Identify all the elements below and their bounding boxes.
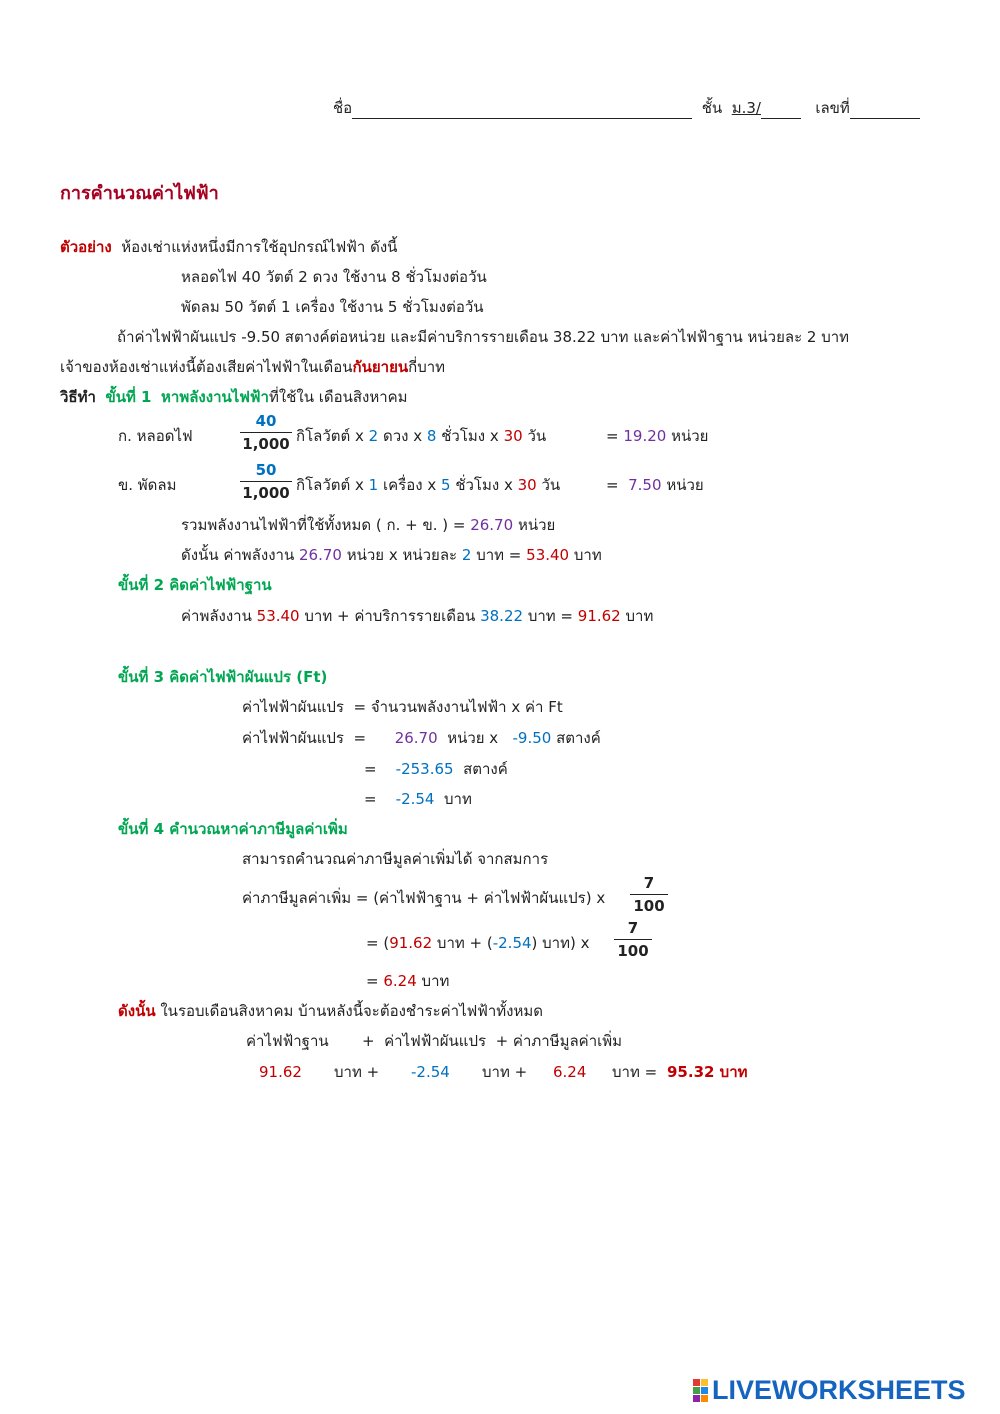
- equals: =: [606, 427, 619, 445]
- s2-pre: ค่าพลังงาน: [181, 607, 252, 625]
- fan-fraction-denominator: 1,000: [242, 484, 290, 502]
- days-unit: วัน: [527, 427, 547, 445]
- s3-result1: [364, 758, 508, 780]
- s4-result: [366, 970, 449, 992]
- energy-cost-value: 53.40: [526, 546, 570, 564]
- baht-text: บาท: [625, 607, 654, 625]
- lamp-unit: ดวง x: [383, 427, 423, 445]
- lamp-fraction-numerator: 40: [255, 412, 277, 430]
- sum-b3: บาท =: [612, 1063, 658, 1081]
- unit-text: หน่วย: [517, 516, 556, 534]
- class-value: ม.3/: [731, 99, 761, 117]
- fan-unit: เครื่อง x: [383, 476, 437, 494]
- sum-headers: ค่าไฟฟ้าฐาน + ค่าไฟฟ้าผันแปร + ค่าภาษีมูลค่าเพิ่ม: [246, 1032, 623, 1050]
- days-unit: วัน: [541, 476, 561, 494]
- lamp-fraction-denominator: 1,000: [242, 435, 290, 453]
- s3-units: 26.70: [394, 729, 438, 747]
- logo-mark-icon: [693, 1379, 708, 1402]
- step1-rest: ที่ใช้ใน เดือนสิงหาคม: [268, 388, 408, 406]
- energy-cost: [181, 544, 602, 566]
- class-label: ชั้น: [701, 99, 723, 117]
- unit-text: หน่วย: [671, 427, 709, 445]
- student-info-line: [333, 97, 920, 119]
- fan-result: [606, 474, 704, 496]
- number-blank[interactable]: [850, 102, 920, 119]
- example-question: [60, 356, 445, 378]
- baht-text: บาท: [573, 546, 602, 564]
- vat-fraction-2: [614, 918, 652, 961]
- example-intro: [60, 236, 397, 258]
- fan-hours: 5: [440, 476, 451, 494]
- s4-substitution: [366, 932, 589, 954]
- total-energy: [181, 514, 555, 536]
- s4-open: = (: [366, 934, 390, 952]
- step2-calc: [181, 605, 653, 627]
- equals: =: [364, 790, 377, 808]
- hours-unit: ชั่วโมง x: [455, 476, 513, 494]
- fan-fraction-numerator: 50: [255, 461, 277, 479]
- s3-label: ค่าไฟฟ้าผันแปร: [242, 729, 344, 747]
- question-end: กี่บาท: [408, 358, 446, 376]
- fan-fraction: [240, 460, 292, 503]
- lamp-qty: 2: [368, 427, 379, 445]
- method-step1-heading: [60, 386, 408, 408]
- conclusion: [118, 1000, 543, 1022]
- step2-heading: ขั้นที่ 2 คิดค่าไฟฟ้าฐาน: [118, 576, 272, 594]
- s3-formula: = จำนวนพลังงานไฟฟ้า x ค่า Ft: [353, 698, 563, 716]
- sum-ft-value: -2.54: [411, 1063, 450, 1081]
- unit-text: หน่วย: [666, 476, 704, 494]
- s4-plus: บาท + (: [432, 934, 493, 952]
- fan-qty: 1: [368, 476, 379, 494]
- s4-base: 91.62: [389, 934, 433, 952]
- s3-r2: -2.54: [395, 790, 435, 808]
- s4-result-value: 6.24: [383, 972, 417, 990]
- liveworksheets-logo: [693, 1375, 966, 1405]
- kw-text: กิโลวัตต์ x: [296, 427, 364, 445]
- step3-heading: ขั้นที่ 3 คิดค่าไฟฟ้าผันแปร (Ft): [118, 668, 328, 686]
- question-month: กันยายน: [352, 358, 409, 376]
- sum-total: 95.32 บาท: [667, 1063, 748, 1081]
- fan-result-value: 7.50: [628, 476, 662, 494]
- therefore-text: ในรอบเดือนสิงหาคม บ้านหลังนี้จะต้องชำระค่าไฟฟ้าทั้งหมด: [160, 1002, 544, 1020]
- name-label: ชื่อ: [333, 99, 353, 117]
- example-item-2: พัดลม 50 วัตต์ 1 เครื่อง ใช้งาน 5 ชั่วโมงต่อวัน: [181, 298, 484, 316]
- fan-days: 30: [517, 476, 537, 494]
- sum-v2: [411, 1061, 450, 1083]
- vat-fraction-1: [630, 873, 668, 916]
- energy-baht-eq: บาท =: [476, 546, 522, 564]
- s2-eq: บาท =: [527, 607, 573, 625]
- s4-ft: -2.54: [492, 934, 532, 952]
- vat-denominator: 100: [617, 942, 649, 960]
- lamp-result-value: 19.20: [623, 427, 667, 445]
- s2-mid: บาท + ค่าบริการรายเดือน: [299, 607, 476, 625]
- energy-mid-text: หน่วย x หน่วยละ: [346, 546, 458, 564]
- s3-r1: -253.65: [395, 760, 454, 778]
- fan-label: ข. พัดลม: [118, 476, 177, 494]
- example-item-1: หลอดไฟ 40 วัตต์ 2 ดวง ใช้งาน 8 ชั่วโมงต่อวัน: [181, 268, 487, 286]
- kw-text: กิโลวัตต์ x: [296, 476, 364, 494]
- s4-intro: สามารถคำนวณค่าภาษีมูลค่าเพิ่มได้ จากสมการ: [242, 850, 549, 868]
- sum-v1: [259, 1061, 302, 1083]
- example-label: ตัวอย่าง: [60, 238, 112, 256]
- equals: =: [606, 476, 619, 494]
- s3-label: ค่าไฟฟ้าผันแปร: [242, 698, 344, 716]
- lamp-result: [606, 425, 708, 447]
- satang-text: สตางค์: [556, 729, 601, 747]
- class-blank[interactable]: [761, 102, 801, 119]
- lamp-hours: 8: [426, 427, 437, 445]
- name-blank[interactable]: [352, 102, 692, 119]
- s3-result2: [364, 788, 472, 810]
- energy-cost-text: ดังนั้น ค่าพลังงาน: [181, 546, 295, 564]
- example-condition: ถ้าค่าไฟฟ้าผันแปร -9.50 สตางค์ต่อหน่วย และมีค่าบริการรายเดือน 38.22 บาท และค่าไฟฟ้าฐาน หน่วยละ 2 บาท: [117, 328, 850, 346]
- lamp-fraction: [240, 411, 292, 454]
- energy-rate: 2: [461, 546, 472, 564]
- step1-title: หาพลังงานไฟฟ้า: [161, 388, 269, 406]
- therefore-label: ดังนั้น: [118, 1002, 156, 1020]
- total-energy-text: รวมพลังงานไฟฟ้าที่ใช้ทั้งหมด ( ก. + ข. ) =: [181, 516, 466, 534]
- lamp-label: ก. หลอดไฟ: [118, 427, 193, 445]
- step4-heading: ขั้นที่ 4 คำนวณหาค่าภาษีมูลค่าเพิ่ม: [118, 820, 348, 838]
- s3-formula-line: [242, 696, 563, 718]
- logo-text: LIVEWORKSHEETS: [712, 1374, 966, 1405]
- sum-b1: บาท +: [334, 1063, 380, 1081]
- s4-formula: ค่าภาษีมูลค่าเพิ่ม = (ค่าไฟฟ้าฐาน + ค่าไฟฟ้าผันแปร) x: [242, 889, 606, 907]
- baht-text: บาท: [444, 790, 472, 808]
- equals: =: [353, 729, 367, 747]
- satang-text: สตางค์: [463, 760, 508, 778]
- s2-result: 91.62: [577, 607, 621, 625]
- page-title: การคำนวณค่าไฟฟ้า: [60, 183, 219, 204]
- method-label: วิธีทำ: [60, 388, 96, 406]
- s2-service: 38.22: [480, 607, 524, 625]
- s3-values-line: [242, 727, 601, 749]
- step1-label: ขั้นที่ 1: [105, 388, 152, 406]
- sum-v3: [553, 1061, 586, 1083]
- number-label: เลขที่: [815, 99, 850, 117]
- fan-calc: [296, 474, 560, 496]
- total-energy-value: 26.70: [470, 516, 514, 534]
- baht-text: บาท: [421, 972, 450, 990]
- s3-ft: -9.50: [512, 729, 552, 747]
- vat-numerator: 7: [643, 874, 655, 892]
- s3-unit-x: หน่วย x: [447, 729, 499, 747]
- energy-units: 26.70: [298, 546, 342, 564]
- sum-vat-value: 6.24: [553, 1063, 587, 1081]
- vat-numerator: 7: [627, 919, 639, 937]
- s2-energy: 53.40: [256, 607, 300, 625]
- hours-unit: ชั่วโมง x: [441, 427, 499, 445]
- sum-base-value: 91.62: [259, 1063, 302, 1081]
- lamp-calc: [296, 425, 546, 447]
- lamp-days: 30: [503, 427, 523, 445]
- equals: =: [364, 760, 377, 778]
- equals: =: [366, 972, 379, 990]
- s4-close: ) บาท) x: [531, 934, 590, 952]
- question-text: เจ้าของห้องเช่าแห่งนี้ต้องเสียค่าไฟฟ้าในเดือน: [60, 358, 353, 376]
- example-intro-text: ห้องเช่าแห่งหนึ่งมีการใช้อุปกรณ์ไฟฟ้า ดังนี้: [121, 238, 398, 256]
- vat-denominator: 100: [633, 897, 665, 915]
- sum-b2: บาท +: [482, 1063, 528, 1081]
